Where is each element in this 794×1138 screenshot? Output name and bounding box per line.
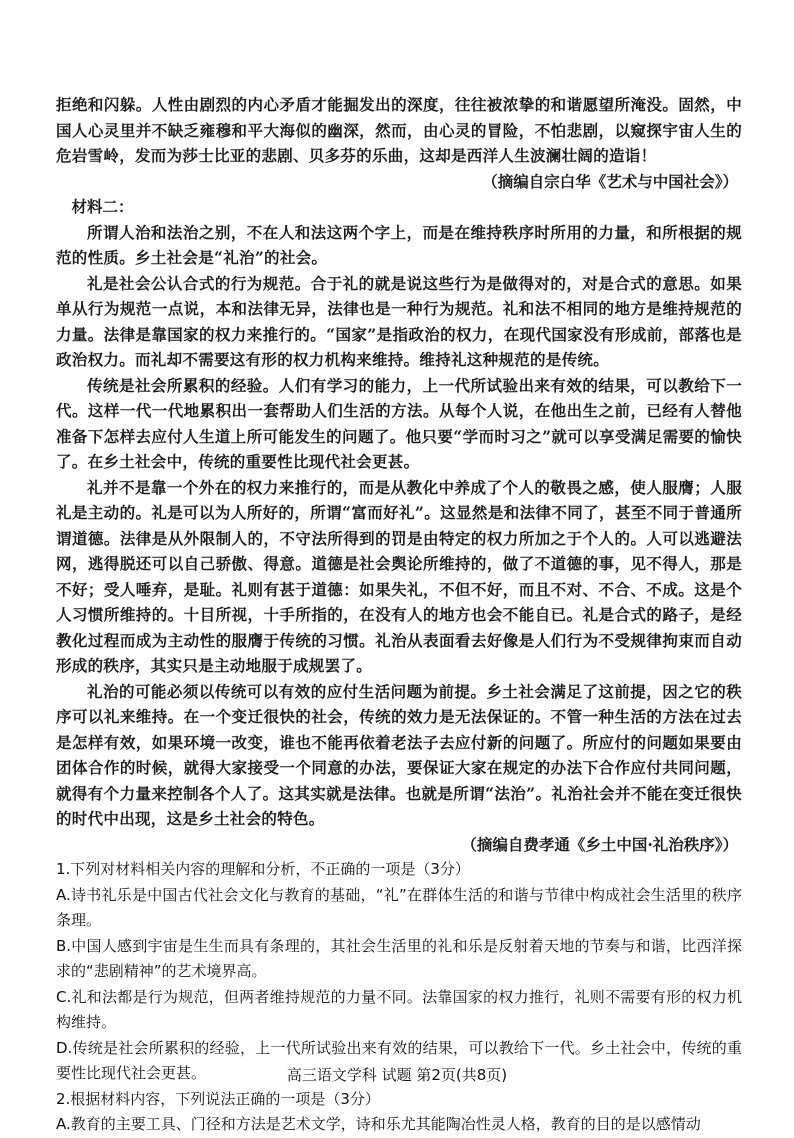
page-footer: 高三语文学科 试题 第2页(共8页)	[286, 1066, 508, 1084]
question-2-option-a: A.教育的主要工具、门径和方法是艺术文学，诗和乐尤其能陶冶性灵人格，教育的目的是以感情动	[56, 1115, 701, 1133]
question-1-option-c: C.礼和法都是行为规范，但两者维持规范的力量不同。法靠国家的权力推行，礼则不需要有形的权力机构维持。	[56, 987, 742, 1031]
material-two-paragraph-1: 所谓人治和法治之别，不在人和法这两个字上，而是在维持秩序时所用的力量，和所根据的规范的性质。乡土社会是“礼治”的社会。	[56, 222, 742, 267]
material-two-paragraph-5: 礼治的可能必须以传统可以有效的应付生活问题为前提。乡土社会满足了这前提，因之它的秩序可以礼来维持。在一个变迁很快的社会，传统的效力是无法保证的。不管一种生活的方法在过去是怎样有效，如果环境一改变，谁也不能再依着老法子去应付新的问题了。所应付的问题如果要由团体合作的时候，就得大家接受一个同意的办法，要保证大家在规定的办法下合作应付共同问题，就得有个力量来控制各个人了。这其实就是法律。也就是所谓“法治”。礼治社会并不能在变迁很快的时代中出现，这是乡土社会的特色。	[56, 681, 742, 828]
material-two-paragraph-3: 传统是社会所累积的经验。人们有学习的能力，上一代所试验出来有效的结果，可以教给下一代。这样一代一代地累积出一套帮助人们生活的方法。从每个人说，在他出生之前，已经有人替他准备下怎样去应付人生道上所可能发生的问题了。他只要“学而时习之”就可以享受满足需要的愉快了。在乡土社会中，传统的重要性比现代社会更甚。	[56, 375, 742, 471]
source-citation-one: （摘编自宗白华《艺术与中国社会》）	[482, 171, 738, 191]
source-citation-two: （摘编自费孝通《乡土中国·礼治秩序》）	[461, 834, 738, 854]
question-1-stem: 1.下列对材料相关内容的理解和分析，不正确的一项是（3分）	[56, 860, 470, 878]
exam-page-content	[56, 92, 742, 1138]
material-two-heading: 材料二：	[71, 197, 134, 216]
material-one-tail-paragraph: 拒绝和闪躲。人性由剧烈的内心矛盾才能掘发出的深度，往往被浓挚的和谐愿望所淹没。固然，中国人心灵里并不缺乏雍穆和平大海似的幽深，然而，由心灵的冒险，不怕悲剧，以窥探宇宙人生的危岩雪岭，发而为莎士比亚的悲剧、贝多芬的乐曲，这却是西洋人生波澜壮阔的造诣！	[56, 95, 742, 165]
material-two-paragraph-2: 礼是社会公认合式的行为规范。合于礼的就是说这些行为是做得对的，对是合式的意思。如果单从行为规范一点说，本和法律无异，法律也是一种行为规范。礼和法不相同的地方是维持规范的力量。法律是靠国家的权力来推行的。“国家”是指政治的权力，在现代国家没有形成前，部落也是政治权力。而礼却不需要这有形的权力机构来维持。维持礼这种规范的是传统。	[56, 273, 742, 369]
question-2-stem: 2.根据材料内容，下列说法正确的一项是（3分）	[56, 1089, 380, 1108]
material-two-paragraph-4: 礼并不是靠一个外在的权力来推行的，而是从教化中养成了个人的敬畏之感，使人服膺；人服礼是主动的。礼是可以为人所好的，所谓“富而好礼”。这显然是和法律不同了，甚至不同于普通所谓道德。法律是从外限制人的，不守法所得到的罚是由特定的权力所加之于个人的。人可以逃避法网，逃得脱还可以自己骄傲、得意。道德是社会舆论所维持的，做了不道德的事，见不得人，那是不好；受人唾弃，是耻。礼则有甚于道德：如果失礼，不但不好，而且不对、不合、不成。这是个人习惯所维持的。十目所视，十手所指的，在没有人的地方也会不能自已。礼是合式的路子，是经教化过程而成为主动性的服膺于传统的习惯。礼治从表面看去好像是人们行为不受规律拘束而自动形成的秩序，其实只是主动地服于成规罢了。	[56, 477, 742, 675]
question-1-option-b: B.中国人感到宇宙是生生而具有条理的，其社会生活里的礼和乐是反射着天地的节奏与和谐，比西洋探求的“悲剧精神”的艺术境界高。	[56, 936, 742, 980]
question-1-option-d: D.传统是社会所累积的经验，上一代所试验出来有效的结果，可以教给下一代。乡土社会中，传统的重要性比现代社会更甚。	[56, 1038, 742, 1082]
question-1-option-a: A.诗书礼乐是中国古代社会文化与教育的基础，“礼”在群体生活的和谐与节律中构成社会生活里的秩序条理。	[56, 885, 742, 929]
